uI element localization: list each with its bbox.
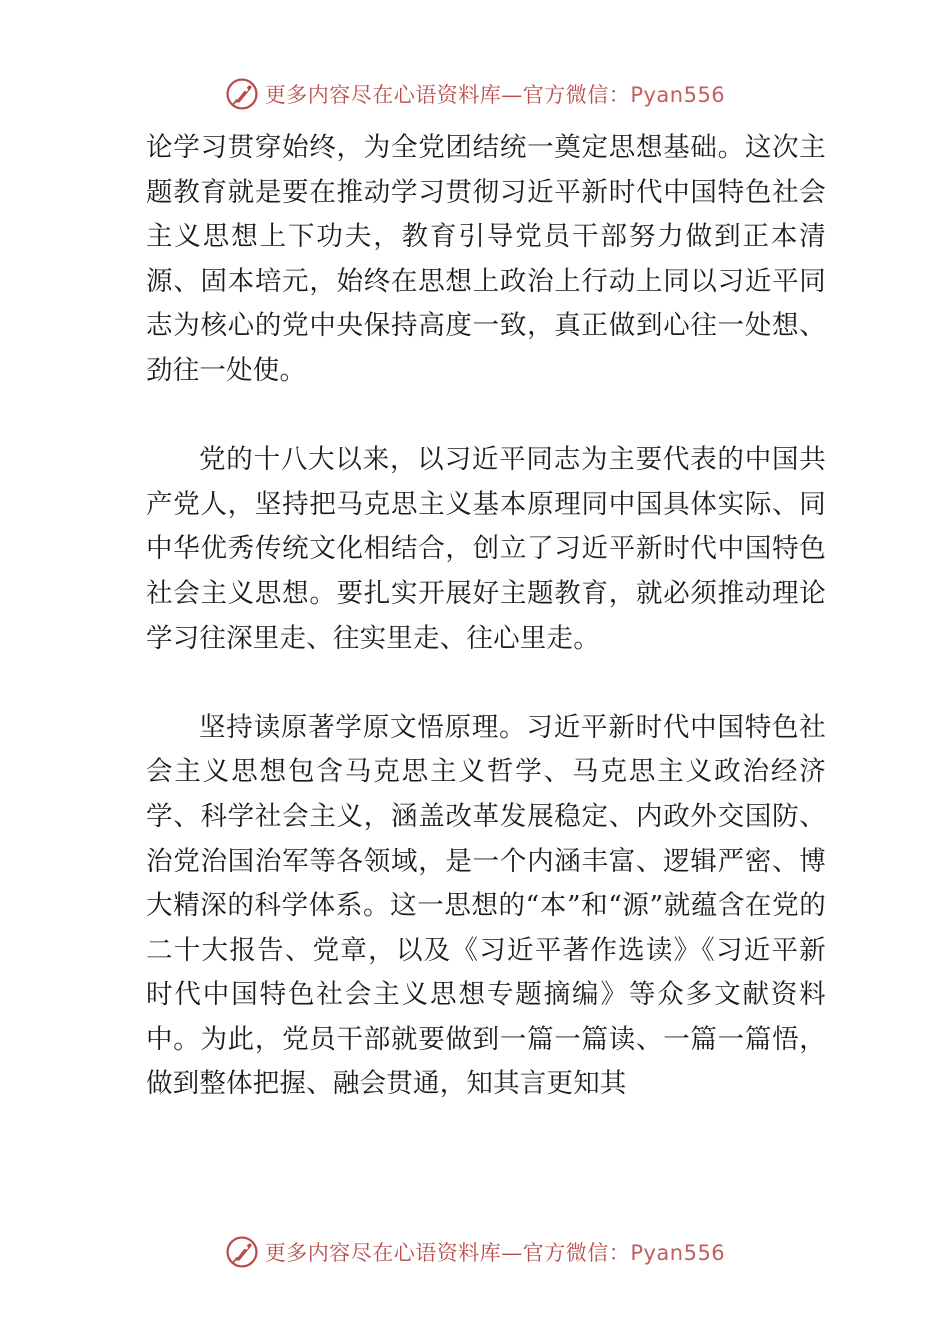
header-banner: [0, 74, 950, 114]
quill-pen-logo-icon: [225, 1235, 259, 1269]
footer-banner-inner: [225, 1235, 725, 1269]
footer-banner-label: 更多内容尽在心语资料库—官方微信：: [264, 1241, 631, 1265]
footer-wechat-id: Pyan556: [630, 1241, 726, 1265]
paragraph-2: 党的十八大以来，以习近平同志为主要代表的中国共产党人，坚持把马克思主义基本原理同中国具体实际、同中华优秀传统文化相结合，创立了习近平新时代中国特色社会主义思想。要扎实开展好主题教育，就必须推动理论学习往深里走、往实里走、往心里走。: [146, 444, 826, 654]
paragraph-3: 坚持读原著学原文悟原理。习近平新时代中国特色社会主义思想包含马克思主义哲学、马克思主义政治经济学、科学社会主义，涵盖改革发展稳定、内政外交国防、治党治国治军等各领域，是一个内涵丰富、逻辑严密、博大精深的科学体系。这一思想的“本”和“源”就蕴含在党的二十大报告、党章，以及《习近平著作选读》《习近平新时代中国特色社会主义思想专题摘编》等众多文献资料中。为此，党员干部就要做到一篇一篇读、一篇一篇悟，做到整体把握、融会贯通，知其言更知其: [146, 711, 826, 1100]
header-wechat-id: Pyan556: [630, 83, 726, 107]
footer-banner: [0, 1232, 950, 1272]
paragraph-gap: [146, 661, 826, 706]
quill-pen-logo-icon: [225, 77, 259, 111]
paragraph-1: 论学习贯穿始终，为全党团结统一奠定思想基础。这次主题教育就是要在推动学习贯彻习近平新时代中国特色社会主义思想上下功夫，教育引导党员干部努力做到正本清源、固本培元，始终在思想上政治上行动上同以习近平同志为核心的党中央保持高度一致，真正做到心往一处想、劲往一处使。: [146, 132, 826, 386]
document-body: [146, 126, 826, 1107]
footer-banner-text: [265, 1237, 725, 1267]
paragraph-gap: [146, 394, 826, 439]
header-banner-text: [265, 79, 725, 109]
header-banner-label: 更多内容尽在心语资料库—官方微信：: [264, 83, 631, 107]
header-banner-inner: [225, 77, 725, 111]
